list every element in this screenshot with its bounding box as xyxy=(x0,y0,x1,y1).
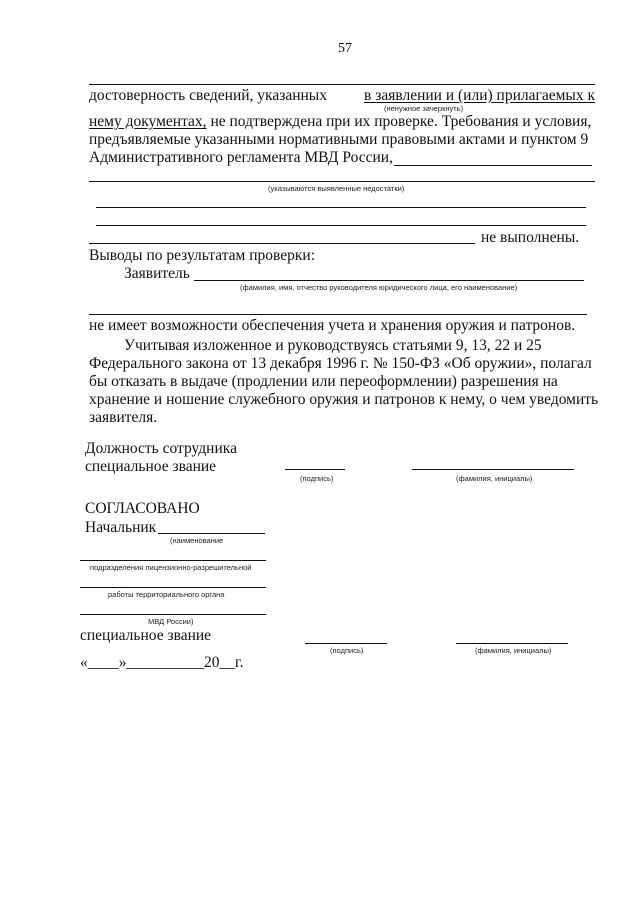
note-strike: (ненужное зачеркнуть) xyxy=(384,104,464,113)
employee-position: Должность сотрудника xyxy=(85,440,237,457)
p2-line1-text: Учитывая изложенное и руководствуясь статьями 9, 13, 22 и 25 xyxy=(124,337,542,354)
p2-line5: заявителя. xyxy=(89,409,158,426)
employee-signature-note: (подпись) xyxy=(300,474,334,483)
deficiencies-line-1 xyxy=(89,181,595,182)
chief-note-2: подразделения лицензионно-разрешительной xyxy=(90,563,252,572)
chief-note-4: МВД России) xyxy=(148,617,194,626)
page-number: 57 xyxy=(338,41,352,56)
chief-label: Начальник xyxy=(85,519,157,536)
p1-line2-rest: не подтверждена при их проверке. Требования и условия, xyxy=(206,113,592,130)
chief-line-3 xyxy=(80,587,266,588)
approval-name-line xyxy=(456,643,568,644)
chief-line-4 xyxy=(80,614,266,615)
employee-name-line xyxy=(412,469,574,470)
approval-signature-line xyxy=(305,643,387,644)
p1-line2-underlined: нему документах, xyxy=(89,113,207,130)
agreed-heading: СОГЛАСОВАНО xyxy=(85,500,200,517)
note-deficiencies: (указываются выявленные недостатки) xyxy=(268,184,405,193)
p1-line4: Административного регламента МВД России, xyxy=(89,149,393,166)
applicant-label: Заявитель xyxy=(124,265,190,282)
chief-note-1: (наименование xyxy=(170,536,224,545)
employee-name-note: (фамилия, инициалы) xyxy=(456,474,533,483)
p1-line1 xyxy=(89,87,595,105)
employee-signature-line xyxy=(285,469,345,470)
deficiencies-line-3 xyxy=(96,225,586,226)
approval-name-note: (фамилия, инициалы) xyxy=(475,646,552,655)
top-rule xyxy=(89,84,595,85)
p2-line1 xyxy=(124,337,594,355)
approval-rank: специальное звание xyxy=(80,627,212,644)
p1-line2 xyxy=(89,113,591,131)
p1-line1-underlined: в заявлении и (или) прилагаемых к xyxy=(364,87,595,104)
chief-blank xyxy=(158,533,265,534)
deficiencies-line-4 xyxy=(89,243,475,244)
not-fulfilled: не выполнены. xyxy=(481,229,580,246)
applicant-blank xyxy=(194,280,584,281)
regulation-blank xyxy=(394,165,592,166)
deficiencies-line-2 xyxy=(96,207,586,208)
note-applicant: (фамилия, имя, отчество руководителя юридического лица, его наименование) xyxy=(240,283,518,292)
applicant-line-2 xyxy=(89,314,587,315)
chief-line-2 xyxy=(80,560,266,561)
no-ability: не имеет возможности обеспечения учета и хранения оружия и патронов. xyxy=(89,317,576,334)
p2-line3: бы отказать в выдаче (продлении или переоформлении) разрешения на xyxy=(89,373,558,390)
p1-line1-pre: достоверность сведений, указанных xyxy=(89,87,327,104)
chief-note-3: работы территориального органа xyxy=(108,590,225,599)
approval-date: «____»__________20__г. xyxy=(80,654,244,671)
approval-signature-note: (подпись) xyxy=(330,646,364,655)
employee-rank: специальное звание xyxy=(85,458,217,475)
p2-line2: Федерального закона от 13 декабря 1996 г. № 150-ФЗ «Об оружии», полагал xyxy=(89,355,592,372)
conclusions-heading: Выводы по результатам проверки: xyxy=(89,247,316,264)
p2-line4: хранение и ношение служебного оружия и патронов к нему, о чем уведомить xyxy=(89,391,599,408)
p1-line3: предъявляемые указанными нормативными правовыми актами и пунктом 9 xyxy=(89,131,589,148)
